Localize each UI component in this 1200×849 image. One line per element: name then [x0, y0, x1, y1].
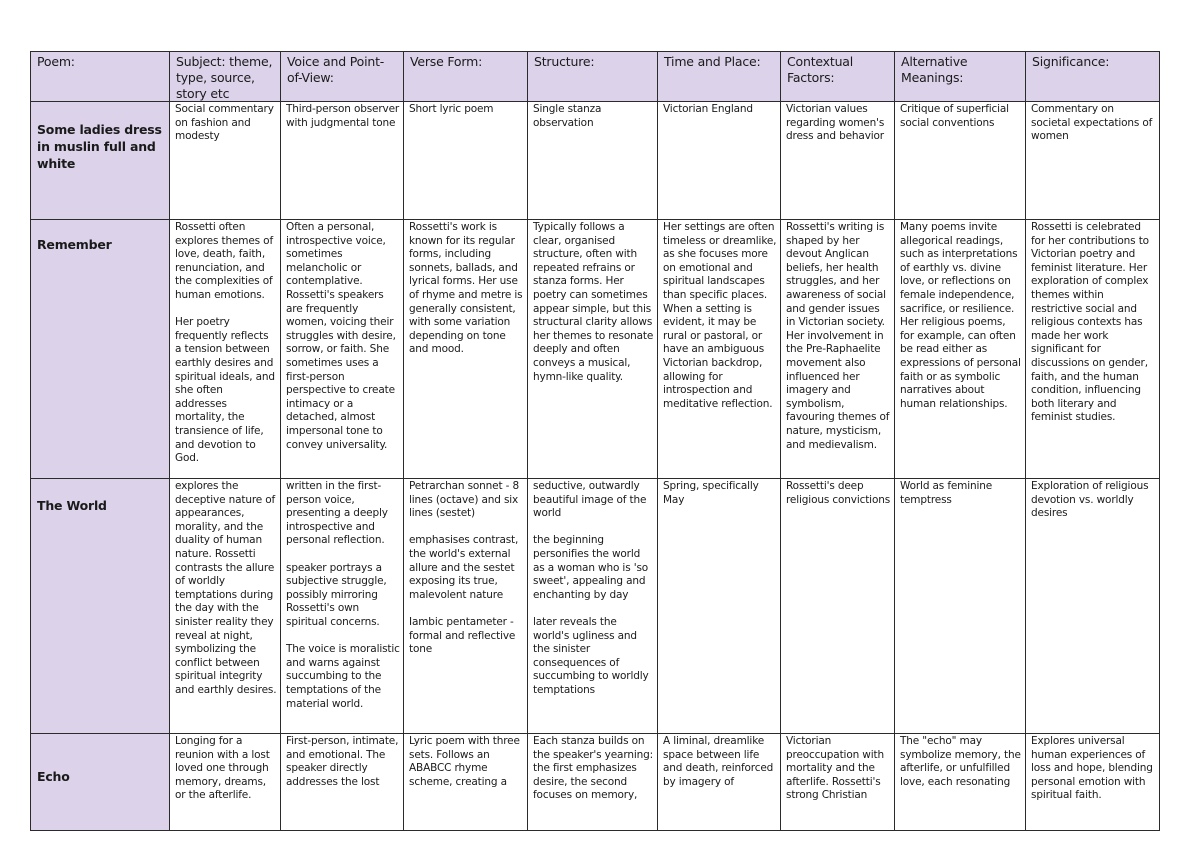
- header-voice-label: Voice and Point-of-View:: [287, 54, 385, 85]
- cell-text: written in the first-person voice, presenting a deeply introspective and personal reflection. speaker portrays a subjective struggle, possibly mirroring Rossetti's own spiritual concerns. The voice is moralistic and warns against succumbing to the temptations of the material world.: [286, 480, 400, 710]
- cell-text: Each stanza builds on the speaker's yearning: the first emphasizes desire, the second focuses on memory,: [533, 735, 653, 802]
- cell-text: Rossetti's writing is shaped by her devout Anglican beliefs, her health struggles, and her awareness of social and gender issues in Victorian society. Her involvement in the Pre-Raphaelite movement also influenced her imagery and symbolism, favouring themes of nature, mysticism, and medievalism.: [786, 221, 890, 451]
- cell-text: Petrarchan sonnet - 8 lines (octave) and six lines (sestet) emphasises contrast, the world's external allure and the sestet exposing its true, malevolent nature Iambic pentameter - formal and reflective tone: [409, 480, 520, 656]
- cell-text: Her settings are often timeless or dreamlike, as she focuses more on emotional and spiritual landscapes than specific places. When a setting is evident, it may be rural or pastoral, or have an ambiguous Victorian backdrop, allowing for introspection and meditative reflection.: [663, 221, 777, 410]
- table-cell: [658, 734, 781, 831]
- table-cell: [404, 734, 528, 831]
- cell-text: Victorian preoccupation with mortality and the afterlife. Rossetti's strong Christian: [786, 735, 884, 802]
- cell-text: Single stanza observation: [533, 103, 602, 129]
- cell-text: Typically follows a clear, organised structure, often with repeated refrains or stanza forms. Her poetry can sometimes appear simple, but this structural clarity allows her themes to resonate deeply and often conveys a musical, hymn-like quality.: [533, 221, 654, 383]
- table-cell: [658, 102, 781, 220]
- poem-cell: [31, 220, 170, 479]
- header-context: [781, 52, 895, 102]
- table-cell: [895, 479, 1026, 734]
- cell-text: Victorian values regarding women's dress and behavior: [786, 103, 885, 143]
- table-cell: [170, 479, 281, 734]
- table-cell: [170, 102, 281, 220]
- table-row: [31, 734, 1160, 831]
- cell-text: World as feminine temptress: [900, 480, 993, 506]
- table-cell: [781, 220, 895, 479]
- poem-cell: [31, 102, 170, 220]
- header-time-place-label: Time and Place:: [664, 54, 761, 69]
- poem-cell: [31, 479, 170, 734]
- cell-text: Third-person observer with judgmental tone: [286, 103, 400, 129]
- table-cell: [281, 734, 404, 831]
- table-cell: [528, 220, 658, 479]
- header-poem-label: Poem:: [37, 54, 75, 69]
- table-cell: [170, 734, 281, 831]
- table-cell: [404, 479, 528, 734]
- header-structure: [528, 52, 658, 102]
- table-cell: [281, 220, 404, 479]
- table-row: [31, 220, 1160, 479]
- table-cell: [528, 102, 658, 220]
- header-context-label: Contextual Factors:: [787, 54, 854, 85]
- cell-text: seductive, outwardly beautiful image of the world the beginning personifies the world as a woman who is 'so sweet', appealing and enchanting by day later reveals the world's ugliness and the sinister consequences of succumbing to worldly temptations: [533, 480, 649, 696]
- table-cell: [658, 220, 781, 479]
- cell-text: Spring, specifically May: [663, 480, 759, 506]
- cell-text: Social commentary on fashion and modesty: [175, 103, 274, 143]
- poem-title: Some ladies dress in muslin full and white: [37, 122, 162, 171]
- table-cell: [781, 734, 895, 831]
- header-structure-label: Structure:: [534, 54, 595, 69]
- table-cell: [1026, 220, 1160, 479]
- cell-text: Longing for a reunion with a lost loved one through memory, dreams, or the afterlife.: [175, 735, 270, 802]
- table-cell: [781, 102, 895, 220]
- table-cell: [404, 220, 528, 479]
- table-cell: [1026, 479, 1160, 734]
- header-voice: [281, 52, 404, 102]
- cell-text: Rossetti often explores themes of love, death, faith, renunciation, and the complexities of human emotions. Her poetry frequently reflects a tension between earthly desires and spiritual ideals, and she often addresses mortality, the transience of life, and devotion to God.: [175, 221, 275, 465]
- table-cell: [404, 102, 528, 220]
- cell-text: Rossetti's work is known for its regular forms, including sonnets, ballads, and lyrical forms. Her use of rhyme and metre is generally consistent, with some variation depending on tone and mood.: [409, 221, 523, 356]
- table-cell: [281, 102, 404, 220]
- table-cell: [658, 479, 781, 734]
- table-cell: [528, 479, 658, 734]
- cell-text: Commentary on societal expectations of women: [1031, 103, 1153, 143]
- cell-text: Lyric poem with three sets. Follows an ABABCC rhyme scheme, creating a: [409, 735, 520, 788]
- cell-text: A liminal, dreamlike space between life and death, reinforced by imagery of: [663, 735, 774, 788]
- cell-text: Explores universal human experiences of loss and hope, blending personal emotion with spiritual faith.: [1031, 735, 1153, 802]
- header-poem: [31, 52, 170, 102]
- table-cell: [170, 220, 281, 479]
- header-verse-form-label: Verse Form:: [410, 54, 483, 69]
- cell-text: First-person, intimate, and emotional. The speaker directly addresses the lost: [286, 735, 399, 788]
- poem-title: Echo: [37, 769, 70, 784]
- poem-title: The World: [37, 498, 107, 513]
- cell-text: The "echo" may symbolize memory, the afterlife, or unfulfilled love, each resonating: [900, 735, 1021, 788]
- header-verse-form: [404, 52, 528, 102]
- cell-text: Rossetti's deep religious convictions: [786, 480, 891, 506]
- header-significance: [1026, 52, 1160, 102]
- table-row: [31, 102, 1160, 220]
- table-cell: [281, 479, 404, 734]
- poem-title: Remember: [37, 237, 112, 252]
- poem-cell: [31, 734, 170, 831]
- cell-text: Rossetti is celebrated for her contributions to Victorian poetry and feminist literature. Her exploration of complex themes within restrictive social and religious contexts has made her work significant for discussions on gender, faith, and the human condition, influencing both literary and feminist studies.: [1031, 221, 1149, 424]
- poem-analysis-table: [30, 51, 1160, 831]
- header-significance-label: Significance:: [1032, 54, 1110, 69]
- cell-text: Victorian England: [663, 103, 753, 115]
- cell-text: Critique of superficial social conventions: [900, 103, 1009, 129]
- header-subject: [170, 52, 281, 102]
- header-alt-meanings: [895, 52, 1026, 102]
- table-cell: [781, 479, 895, 734]
- table-cell: [528, 734, 658, 831]
- header-alt-meanings-label: Alternative Meanings:: [901, 54, 968, 85]
- table-cell: [895, 102, 1026, 220]
- table-cell: [895, 220, 1026, 479]
- cell-text: Often a personal, introspective voice, sometimes melancholic or contemplative. Rossetti's speakers are frequently women, voicing their struggles with desire, sorrow, or faith. She sometimes uses a first-person perspective to create intimacy or a detached, almost impersonal tone to convey universality.: [286, 221, 396, 451]
- table-cell: [1026, 102, 1160, 220]
- table-cell: [895, 734, 1026, 831]
- cell-text: explores the deceptive nature of appearances, morality, and the duality of human nature. Rossetti contrasts the allure of worldly temptations during the day with the sinister reality they reveal at night, symbolizing the conflict between spiritual integrity and earthly desires.: [175, 480, 277, 696]
- header-row: [31, 52, 1160, 102]
- header-time-place: [658, 52, 781, 102]
- table-cell: [1026, 734, 1160, 831]
- cell-text: Many poems invite allegorical readings, such as interpretations of earthly vs. divine love, or reflections on female independence, sacrifice, or resilience. Her religious poems, for example, can often be read either as expressions of personal faith or as symbolic narratives about human relationships.: [900, 221, 1021, 410]
- cell-text: Short lyric poem: [409, 103, 494, 115]
- header-subject-label: Subject: theme, type, source, story etc: [176, 54, 273, 101]
- table-row: [31, 479, 1160, 734]
- cell-text: Exploration of religious devotion vs. worldly desires: [1031, 480, 1149, 520]
